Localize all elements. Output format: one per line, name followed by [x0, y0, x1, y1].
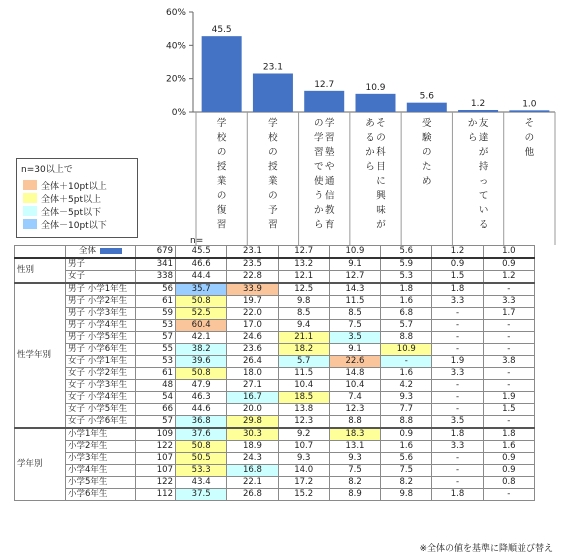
table-row [15, 308, 535, 320]
table-cell: 1.6 [483, 441, 534, 453]
table-cell: 8.2 [381, 477, 432, 489]
row-n: 53 [136, 356, 176, 368]
bar-value-label: 5.6 [419, 91, 434, 102]
table-cell: - [432, 332, 483, 344]
table-row [15, 271, 535, 284]
row-n: 61 [136, 296, 176, 308]
table-cell: 1.8 [432, 283, 483, 296]
table-cell: 10.7 [278, 441, 329, 453]
table-cell: 26.4 [227, 356, 278, 368]
table-cell: 1.8 [432, 428, 483, 441]
table-cell: - [432, 392, 483, 404]
table-cell: 22.8 [227, 271, 278, 284]
table-cell: 35.7 [176, 283, 227, 296]
table-cell: 22.0 [227, 308, 278, 320]
table-cell: 3.3 [432, 441, 483, 453]
table-cell: 9.1 [329, 258, 380, 271]
table-cell: 15.2 [278, 489, 329, 501]
row-n: 53 [136, 320, 176, 332]
table-cell: 1.2 [483, 271, 534, 284]
row-label: 女子 小学6年生 [66, 416, 136, 429]
table-cell: 8.5 [329, 308, 380, 320]
data-table [14, 245, 535, 501]
table-cell: 24.3 [227, 453, 278, 465]
table-row [15, 283, 535, 296]
section-label: 性別 [15, 258, 66, 283]
category-label: その他 [524, 118, 535, 158]
legend-item [23, 205, 101, 217]
table-cell: 14.3 [329, 283, 380, 296]
table-row [15, 428, 535, 441]
table-cell: 50.5 [176, 453, 227, 465]
table-cell: 9.4 [278, 320, 329, 332]
y-tick-label: 20% [165, 74, 186, 85]
table-cell: 13.8 [278, 404, 329, 416]
table-cell: 9.8 [381, 489, 432, 501]
bar [304, 91, 344, 112]
table-cell: 18.0 [227, 368, 278, 380]
category-label: の学習で使うから [313, 118, 324, 231]
table-cell: 9.1 [329, 344, 380, 356]
table-cell: 12.7 [329, 271, 380, 284]
table-cell: 1.8 [432, 489, 483, 501]
row-n: 109 [136, 428, 176, 441]
row-label: 男子 小学5年生 [66, 332, 136, 344]
legend-swatch [23, 206, 37, 216]
bar [253, 74, 293, 113]
table-cell: 23.6 [227, 344, 278, 356]
table-cell: 14.8 [329, 368, 380, 380]
table-cell: 50.8 [176, 441, 227, 453]
table-cell: - [483, 344, 534, 356]
row-n: 59 [136, 308, 176, 320]
table-cell: 12.1 [278, 271, 329, 284]
table-row [15, 320, 535, 332]
row-label: 小学5年生 [66, 477, 136, 489]
table-cell: 1.8 [483, 428, 534, 441]
table-cell: - [483, 332, 534, 344]
table-cell: 10.4 [278, 380, 329, 392]
row-n: 107 [136, 453, 176, 465]
table-cell: 20.0 [227, 404, 278, 416]
table-cell: - [483, 283, 534, 296]
table-cell: 3.3 [432, 296, 483, 308]
table-cell: 1.6 [381, 296, 432, 308]
table-cell: 10.4 [329, 380, 380, 392]
table-row-total [15, 246, 535, 259]
total-swatch [100, 248, 122, 254]
table-cell: 33.9 [227, 283, 278, 296]
table-cell: 7.4 [329, 392, 380, 404]
table-cell: 9.3 [381, 392, 432, 404]
table-cell: - [432, 308, 483, 320]
table-cell: 4.2 [381, 380, 432, 392]
table-cell: 14.0 [278, 465, 329, 477]
row-label: 小学3年生 [66, 453, 136, 465]
row-label: 男子 小学6年生 [66, 344, 136, 356]
table-cell: 29.8 [227, 416, 278, 429]
table-cell: 7.5 [329, 320, 380, 332]
y-tick-label: 40% [165, 41, 186, 52]
table-cell: 21.1 [278, 332, 329, 344]
table-cell: 50.8 [176, 296, 227, 308]
table-cell: 3.8 [483, 356, 534, 368]
table-cell: 13.1 [329, 441, 380, 453]
table-cell: - [483, 320, 534, 332]
bar-value-label: 45.5 [211, 25, 232, 36]
row-n: 57 [136, 416, 176, 429]
table-cell: 60.4 [176, 320, 227, 332]
table-cell: 10.9 [381, 344, 432, 356]
row-label: 女子 小学4年生 [66, 392, 136, 404]
table-cell: 8.8 [381, 332, 432, 344]
row-label: 男子 小学2年生 [66, 296, 136, 308]
row-label: 女子 小学3年生 [66, 380, 136, 392]
table-cell: 1.6 [381, 368, 432, 380]
table-cell: 18.5 [278, 392, 329, 404]
row-n: 54 [136, 392, 176, 404]
legend-item [23, 218, 107, 230]
table-cell: 17.2 [278, 477, 329, 489]
table-cell: 13.2 [278, 258, 329, 271]
category-label: 学校の授業の復習 [216, 118, 227, 231]
row-label: 小学1年生 [66, 428, 136, 441]
row-label: 女子 小学2年生 [66, 368, 136, 380]
table-cell: 46.3 [176, 392, 227, 404]
row-n: 112 [136, 489, 176, 501]
table-cell: 0.9 [483, 465, 534, 477]
table-row [15, 356, 535, 368]
table-cell: 39.6 [176, 356, 227, 368]
n-label: n= [190, 236, 204, 246]
table-row [15, 489, 535, 501]
row-n: 338 [136, 271, 176, 284]
legend-label: 全体＋10pt以上 [41, 181, 107, 192]
legend-swatch [23, 180, 37, 190]
legend-label: 全体－5pt以下 [41, 207, 101, 218]
table-cell: 46.6 [176, 258, 227, 271]
row-label: 女子 [66, 271, 136, 284]
row-n: 122 [136, 441, 176, 453]
table-cell: 1.5 [483, 404, 534, 416]
table-cell: 5.6 [381, 453, 432, 465]
table-cell: 5.7 [278, 356, 329, 368]
table-row [15, 380, 535, 392]
category-label: から [467, 118, 478, 144]
table-cell: 7.5 [381, 465, 432, 477]
row-label [66, 246, 136, 259]
table-cell: - [483, 416, 534, 429]
table-cell: 8.9 [329, 489, 380, 501]
table-cell: 9.3 [329, 453, 380, 465]
row-label: 小学2年生 [66, 441, 136, 453]
row-label: 男子 小学4年生 [66, 320, 136, 332]
table-cell: 37.6 [176, 428, 227, 441]
legend-item [23, 192, 101, 204]
row-label: 女子 小学5年生 [66, 404, 136, 416]
category-label: あるから [365, 118, 375, 173]
bar [458, 110, 498, 112]
table-cell: 0.9 [432, 258, 483, 271]
row-label: 小学4年生 [66, 465, 136, 477]
table-cell: 18.2 [278, 344, 329, 356]
table-cell: 47.9 [176, 380, 227, 392]
table-cell: 3.5 [329, 332, 380, 344]
table-cell: 30.3 [227, 428, 278, 441]
row-n: 48 [136, 380, 176, 392]
table-cell: 0.9 [381, 428, 432, 441]
table-cell: 24.6 [227, 332, 278, 344]
table-cell: 22.6 [329, 356, 380, 368]
table-cell: 5.6 [381, 246, 432, 259]
table-cell: 12.5 [278, 283, 329, 296]
table-row [15, 416, 535, 429]
category-label: 学校の授業の予習 [268, 118, 278, 231]
table-row [15, 392, 535, 404]
table-cell: 0.9 [483, 258, 534, 271]
table-cell: 18.9 [227, 441, 278, 453]
bar [355, 94, 395, 112]
category-label: 学習塾や通信教育 [324, 118, 335, 231]
table-cell: 8.2 [329, 477, 380, 489]
table-cell: 1.9 [483, 392, 534, 404]
table-row [15, 404, 535, 416]
table-cell: 44.4 [176, 271, 227, 284]
table-cell: - [483, 489, 534, 501]
table-row [15, 441, 535, 453]
table-row [15, 332, 535, 344]
table-row [15, 258, 535, 271]
bar [202, 36, 242, 112]
legend-item [23, 179, 107, 191]
table-cell: 16.7 [227, 392, 278, 404]
table-cell: 12.3 [278, 416, 329, 429]
table-cell: 7.7 [381, 404, 432, 416]
table-cell: 42.1 [176, 332, 227, 344]
table-row [15, 477, 535, 489]
table-cell: - [432, 344, 483, 356]
table-cell: - [432, 320, 483, 332]
table-cell: 52.5 [176, 308, 227, 320]
table-cell: 1.8 [381, 283, 432, 296]
legend-label: 全体－10pt以下 [41, 220, 107, 231]
section-label: 性学年別 [15, 283, 66, 428]
table-cell: - [483, 368, 534, 380]
section-label: 学年別 [15, 428, 66, 501]
bar-value-label: 1.0 [522, 99, 537, 110]
table-cell: 0.8 [483, 477, 534, 489]
table-cell: 27.1 [227, 380, 278, 392]
row-n: 66 [136, 404, 176, 416]
table-cell: 5.9 [381, 258, 432, 271]
table-cell: 8.8 [329, 416, 380, 429]
table-row [15, 368, 535, 380]
bar-value-label: 12.7 [314, 79, 335, 90]
bar [407, 103, 447, 112]
y-tick-label: 0% [171, 108, 186, 118]
table-cell: 38.2 [176, 344, 227, 356]
table-cell: 16.8 [227, 465, 278, 477]
legend-label: 全体＋5pt以上 [41, 194, 101, 205]
row-label: 女子 小学1年生 [66, 356, 136, 368]
row-label: 男子 小学1年生 [66, 283, 136, 296]
table-cell: 1.2 [432, 246, 483, 259]
table-cell: 1.7 [483, 308, 534, 320]
table-cell: 1.0 [483, 246, 534, 259]
table-cell: - [432, 453, 483, 465]
row-label: 男子 [66, 258, 136, 271]
category-label: 受験のため [422, 118, 432, 187]
row-n: 107 [136, 465, 176, 477]
row-n: 57 [136, 332, 176, 344]
row-label-text: 全体 [78, 246, 96, 256]
table-cell: 12.3 [329, 404, 380, 416]
table-cell: 44.6 [176, 404, 227, 416]
row-n: 341 [136, 258, 176, 271]
table-cell: 19.7 [227, 296, 278, 308]
legend-swatch [23, 219, 37, 229]
table-cell: 50.8 [176, 368, 227, 380]
table-cell: 17.0 [227, 320, 278, 332]
table-cell: - [432, 465, 483, 477]
legend-title: n=30以上で [21, 165, 73, 175]
table-cell: 26.8 [227, 489, 278, 501]
table-cell: 11.5 [278, 368, 329, 380]
table-cell: - [432, 477, 483, 489]
section-cell [15, 246, 66, 259]
row-n: 679 [136, 246, 176, 259]
row-label: 小学6年生 [66, 489, 136, 501]
table-cell: 45.5 [176, 246, 227, 259]
table-row [15, 296, 535, 308]
table-cell: 0.9 [483, 453, 534, 465]
legend [16, 158, 138, 238]
table-cell: 1.5 [432, 271, 483, 284]
row-label: 男子 小学3年生 [66, 308, 136, 320]
footnote: ※全体の値を基準に降順並び替え [419, 544, 553, 554]
table-cell: - [483, 380, 534, 392]
table-cell: 36.8 [176, 416, 227, 429]
row-n: 61 [136, 368, 176, 380]
table-cell: - [432, 380, 483, 392]
table-cell: 23.1 [227, 246, 278, 259]
table-cell: 9.3 [278, 453, 329, 465]
table-cell: 37.5 [176, 489, 227, 501]
bar [509, 110, 549, 112]
bar-value-label: 1.2 [470, 99, 486, 109]
table-cell: 6.8 [381, 308, 432, 320]
table-cell: - [381, 356, 432, 368]
category-label: その科目に興味が [376, 118, 386, 231]
row-n: 56 [136, 283, 176, 296]
table-cell: 9.2 [278, 428, 329, 441]
table-cell: 23.5 [227, 258, 278, 271]
table-cell: 8.8 [381, 416, 432, 429]
table-cell: 43.4 [176, 477, 227, 489]
table-cell: 1.6 [381, 441, 432, 453]
table-cell: 1.9 [432, 356, 483, 368]
category-label: 友達が持っている [478, 118, 489, 231]
bar-value-label: 23.1 [262, 62, 283, 73]
table-cell: 3.5 [432, 416, 483, 429]
table-cell: 9.8 [278, 296, 329, 308]
table-cell: 22.1 [227, 477, 278, 489]
row-n: 55 [136, 344, 176, 356]
table-cell: 53.3 [176, 465, 227, 477]
table-row [15, 344, 535, 356]
legend-swatch [23, 193, 37, 203]
y-tick-label: 60% [165, 8, 186, 18]
table-cell: 3.3 [432, 368, 483, 380]
table-cell: 18.3 [329, 428, 380, 441]
table-cell: 12.7 [278, 246, 329, 259]
table-cell: 8.5 [278, 308, 329, 320]
table-cell: 5.3 [381, 271, 432, 284]
table-row [15, 453, 535, 465]
row-n: 122 [136, 477, 176, 489]
table-cell: 3.3 [483, 296, 534, 308]
table-cell: - [432, 404, 483, 416]
bar-value-label: 10.9 [365, 82, 386, 93]
table-row [15, 465, 535, 477]
table-cell: 7.5 [329, 465, 380, 477]
table-cell: 11.5 [329, 296, 380, 308]
table-cell: 5.7 [381, 320, 432, 332]
table-cell: 10.9 [329, 246, 380, 259]
